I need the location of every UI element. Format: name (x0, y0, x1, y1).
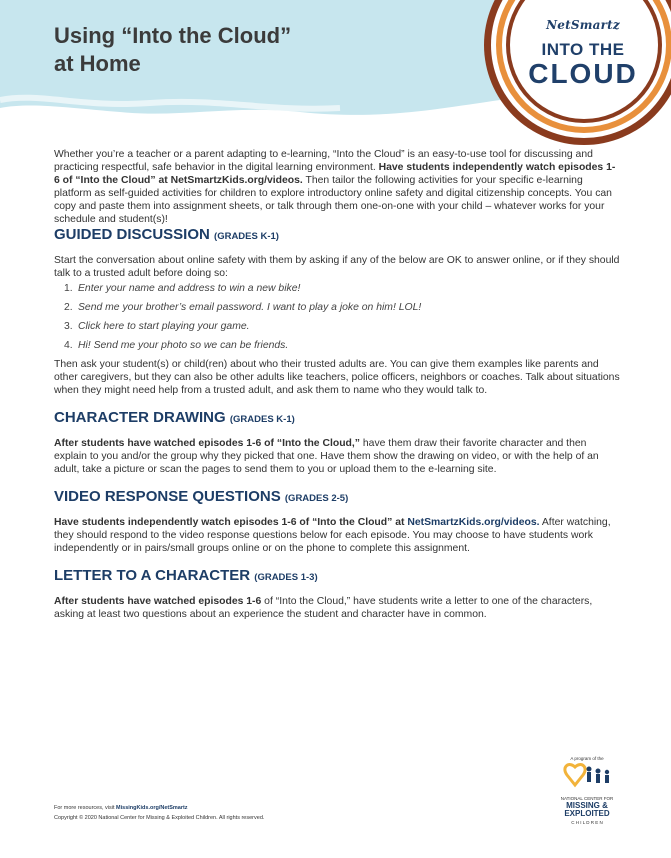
brand-logo (508, 18, 658, 88)
page-title: Using “Into the Cloud” at Home (54, 23, 292, 76)
footer-resources: For more resources, visit MissingKids.org/NetSmartz (54, 805, 188, 811)
netsmartz-wordmark: NetSmartz (546, 18, 620, 32)
footer (54, 803, 264, 823)
section-video-response (54, 488, 620, 555)
missingkids-link[interactable]: MissingKids.org/NetSmartz (116, 805, 188, 811)
section-heading: GUIDED DISCUSSION (GRADES K-1) (54, 226, 279, 243)
ncmec-logo: A program of the NATIONAL CENTER FOR MISSING & EXPLOITED C H I L D R E N (548, 756, 626, 832)
section-body: After students have watched episodes 1-6 of “Into the Cloud,” have students write a letter to one of the characters, asking at least two questions about an experience the student and character have in common. (54, 596, 593, 620)
prompt-list (64, 282, 620, 352)
section-lead: Start the conversation about online safety with them by asking if any of the below are OK to answer online, or if they should talk to a trusted adult before doing so: (54, 255, 620, 279)
ncmec-heart-children-icon (557, 761, 617, 789)
intro-paragraph: Whether you’re a teacher or a parent adapting to e-learning, “Into the Cloud” is an easy-to-use tool for discussing and practicing respectful, safe behavior in the digital learning environment. Have students independently watch episodes 1-6 of “Into the Cloud” at NetSmartzKids.org/videos. Then tailor the following activities for your specific e-learning platform as self-guided activities for children to explore introductory online safety and digital citizenship concepts. You can copy and paste them into assignment sheets, or talk through them one-on-one with your child – whatever works for your schedule and student(s)! (54, 149, 616, 225)
list-item: 3. Click here to start playing your game. (64, 321, 250, 332)
netsmartzkids-link[interactable]: NetSmartzKids.org/videos. (407, 517, 540, 528)
list-item: 1. Enter your name and address to win a new bike! (64, 283, 301, 294)
cloud-wordmark: CLOUD (528, 58, 638, 89)
section-body: Have students independently watch episodes 1-6 of “Into the Cloud” at NetSmartzKids.org/videos. After watching, they should respond to the video response questions below for each episode. You may choose to have students work independently or in pairs/small groups online or on the phone to complete this assignment. (54, 517, 611, 554)
footer-copyright: Copyright © 2020 National Center for Missing & Exploited Children. All rights reserved. (54, 815, 265, 821)
section-followup: Then ask your student(s) or child(ren) about who their trusted adults are. You can give them examples like parents and other caregivers, but they can also be other adults like teachers, police officers, neighbors or coaches. Talk about situations when they might need help from a trusted adult, and ask them to name who they would talk to. (54, 359, 620, 396)
section-letter-to-character (54, 567, 620, 621)
list-item: 4. Hi! Send me your photo so we can be friends. (64, 340, 289, 351)
into-the-wordmark: INTO THE (541, 40, 625, 59)
section-guided-discussion (54, 226, 620, 397)
section-body: After students have watched episodes 1-6 of “Into the Cloud,” have them draw their favorite character and then explain to you and/or the group why they picked that one. Have them show the drawing on video, or with the help of an adult, take a picture or scan the pages to send them to you or upload them to the e-learning site. (54, 438, 599, 475)
section-heading: LETTER TO A CHARACTER (GRADES 1-3) (54, 567, 318, 584)
section-heading: CHARACTER DRAWING (GRADES K-1) (54, 409, 295, 426)
list-item: 2. Send me your brother’s email password. I want to play a joke on him! LOL! (64, 302, 422, 313)
section-heading: VIDEO RESPONSE QUESTIONS (GRADES 2-5) (54, 488, 349, 505)
section-character-drawing (54, 409, 620, 476)
main-content (54, 148, 620, 633)
